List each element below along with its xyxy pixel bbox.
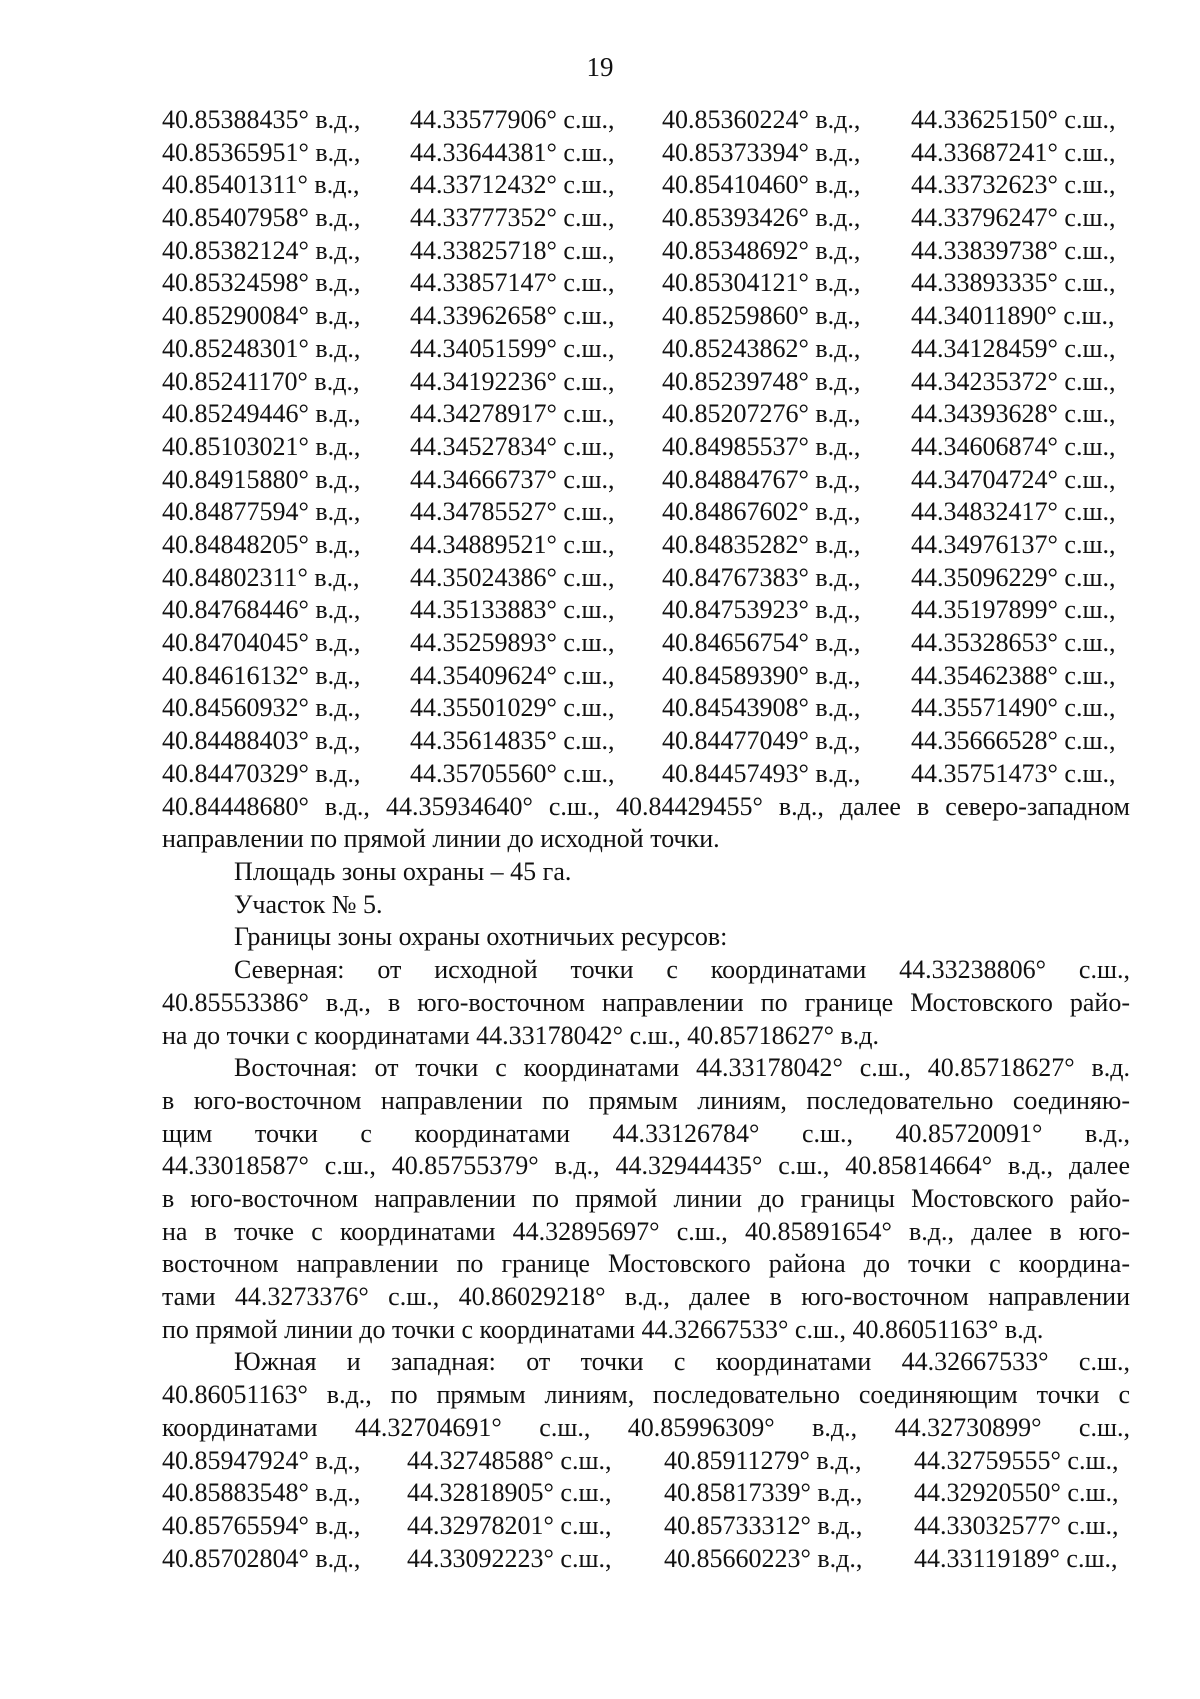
text-line: восточном направлении по границе Мостовского района до точки с координа- [162,1249,1130,1279]
coordinate-cell: 44.34606874° с.ш., [911,431,1116,461]
coordinate-row [162,235,1130,268]
coordinate-cell: 44.34192236° с.ш., [410,366,615,396]
coordinate-cell: 40.85401311° в.д., [162,170,360,200]
coordinate-row [162,104,1130,137]
coordinate-row [162,758,1130,791]
coordinate-cell: 44.33732623° с.ш., [911,170,1116,200]
coordinate-cell: 40.85407958° в.д., [162,203,361,233]
coordinate-cell: 44.34011890° с.ш., [911,301,1115,331]
coordinate-cell: 44.35096229° с.ш., [911,562,1116,592]
coordinate-cell: 44.33687241° с.ш., [911,137,1116,167]
coordinate-cell: 40.84835282° в.д., [662,529,861,559]
coordinate-cell: 40.85243862° в.д., [662,333,861,363]
coordinate-cell: 40.84488403° в.д., [162,726,361,756]
coordinate-cell: 44.33839738° с.ш., [911,235,1116,265]
coordinate-cell: 44.34889521° с.ш., [410,529,615,559]
coordinate-row [162,1445,1130,1478]
coordinate-cell: 44.33577906° с.ш., [410,105,615,134]
coordinate-cell: 44.33712432° с.ш., [410,170,615,200]
coordinate-cell: 44.35259893° с.ш., [410,628,615,657]
coordinate-cell: 40.84560932° в.д., [162,693,361,723]
coordinate-cell: 44.33092223° с.ш., [407,1543,612,1573]
coordinate-cell: 40.84867602° в.д., [662,497,861,527]
coordinate-cell: 40.85239748° в.д., [662,366,861,396]
coordinate-cell: 44.35571490° с.ш., [911,693,1116,723]
coordinate-cell: 40.85304121° в.д., [662,268,861,298]
coordinate-cell: 44.33962658° с.ш., [410,301,615,331]
coordinate-row [162,366,1130,399]
coordinate-cell: 40.84477049° в.д., [662,726,861,756]
coordinate-cell: 40.84985537° в.д., [662,431,861,461]
text-line: щим точки с координатами 44.33126784° с.ш., 40.85720091° в.д., [162,1118,1130,1148]
coordinate-grid-2 [162,1445,1130,1576]
coordinate-row [162,594,1130,627]
text-line: 44.33018587° с.ш., 40.85755379° в.д., 44.32944435° с.ш., 40.85814664° в.д., далее [162,1151,1130,1181]
coordinate-cell: 44.35024386° с.ш., [410,562,615,592]
coordinate-cell: 44.34785527° с.ш., [410,497,615,527]
text-line: на до точки с координатами 44.33178042° с.ш., 40.85718627° в.д. [162,1020,880,1050]
coordinate-cell: 40.85241170° в.д., [162,366,360,396]
coordinate-row [162,725,1130,758]
coordinate-cell: 44.33857147° с.ш., [410,268,615,298]
coordinate-cell: 40.84656754° в.д., [662,628,861,657]
coordinate-cell: 44.35666528° с.ш., [911,726,1116,756]
coordinate-cell: 44.34666737° с.ш., [410,464,615,494]
text-body [162,791,1130,1445]
coordinate-row [162,202,1130,235]
coordinate-row [162,464,1130,497]
coordinate-cell: 44.33119189° с.ш., [914,1543,1118,1573]
coordinate-cell: 44.32818905° с.ш., [407,1478,612,1508]
coordinate-cell: 44.33893335° с.ш., [911,268,1116,298]
coordinate-cell: 44.35501029° с.ш., [410,693,615,723]
coordinate-cell: 40.84543908° в.д., [662,693,861,723]
coordinate-cell: 44.34128459° с.ш., [911,333,1116,363]
coordinate-cell: 40.85290084° в.д., [162,301,361,331]
text-line: Границы зоны охраны охотничьих ресурсов: [234,922,728,952]
coordinate-cell: 44.35462388° с.ш., [911,660,1116,690]
coordinate-cell: 44.34278917° с.ш., [410,399,615,429]
coordinate-cell: 40.85103021° в.д., [162,431,361,461]
coordinate-cell: 40.85388435° в.д., [162,105,361,134]
coordinate-cell: 40.84753923° в.д., [662,595,861,625]
coordinate-cell: 40.85393426° в.д., [662,203,861,233]
coordinate-row [162,562,1130,595]
text-line: 40.86051163° в.д., по прямым линиям, последовательно соединяющим точки с [162,1380,1130,1410]
coordinate-cell: 44.35614835° с.ш., [410,726,615,756]
coordinate-cell: 44.35133883° с.ш., [410,595,615,625]
coordinate-cell: 40.84802311° в.д., [162,562,360,592]
coordinate-cell: 40.84589390° в.д., [662,660,861,690]
coordinate-cell: 44.35328653° с.ш., [911,628,1116,657]
coordinate-cell: 40.85324598° в.д., [162,268,361,298]
coordinate-cell: 44.34976137° с.ш., [911,529,1116,559]
coordinate-cell: 40.85733312° в.д., [664,1511,863,1541]
coordinate-row [162,1510,1130,1543]
coordinate-cell: 44.33644381° с.ш., [410,137,615,167]
coordinate-cell: 44.34235372° с.ш., [911,366,1116,396]
text-line: 40.84448680° в.д., 44.35934640° с.ш., 40.84429455° в.д., далее в северо-западном [162,791,1130,821]
coordinate-cell: 40.85660223° в.д., [664,1543,863,1573]
coordinate-cell: 40.85883548° в.д., [162,1478,361,1508]
page-number: 19 [586,52,614,82]
coordinate-row [162,333,1130,366]
coordinate-cell: 44.33796247° с.ш., [911,203,1116,233]
coordinate-row [162,300,1130,333]
coordinate-cell: 44.34527834° с.ш., [410,431,615,461]
coordinate-cell: 44.35197899° с.ш., [911,595,1116,625]
text-line: по прямой линии до точки с координатами 44.32667533° с.ш., 40.86051163° в.д. [162,1314,1044,1344]
coordinate-row [162,1543,1130,1576]
coordinate-cell: 44.33032577° с.ш., [914,1511,1119,1541]
coordinate-cell: 40.85348692° в.д., [662,235,861,265]
text-line: Северная: от исходной точки с координатами 44.33238806° с.ш., [234,955,1130,985]
coordinate-cell: 40.84877594° в.д., [162,497,361,527]
coordinate-cell: 40.85207276° в.д., [662,399,861,429]
text-line: в юго-восточном направлении по прямой линии до границы Мостовского райо- [162,1183,1130,1213]
coordinate-row [162,398,1130,431]
text-line: Участок № 5. [234,889,383,919]
text-line: Южная и западная: от точки с координатами 44.32667533° с.ш., [234,1347,1130,1377]
coordinate-cell: 40.84616132° в.д., [162,660,361,690]
coordinate-cell: 44.34393628° с.ш., [911,399,1116,429]
coordinate-cell: 44.33625150° с.ш., [911,105,1116,134]
coordinate-cell: 44.35705560° с.ш., [410,758,615,788]
coordinate-cell: 40.85248301° в.д., [162,333,361,363]
text-line: направлении по прямой линии до исходной точки. [162,824,720,854]
coordinate-grid [162,104,1130,790]
coordinate-cell: 40.85817339° в.д., [664,1478,863,1508]
coordinate-cell: 40.84768446° в.д., [162,595,361,625]
coordinate-cell: 40.85911279° в.д., [664,1445,862,1475]
coordinate-row [162,431,1130,464]
coordinate-cell: 44.34832417° с.ш., [911,497,1116,527]
coordinate-row [162,137,1130,170]
text-line: в юго-восточном направлении по прямым линиям, последовательно соединяю- [162,1085,1130,1115]
coordinate-cell: 44.35751473° с.ш., [911,758,1116,788]
coordinate-row [162,1477,1130,1510]
coordinate-cell: 40.85382124° в.д., [162,235,361,265]
coordinate-cell: 40.85360224° в.д., [662,105,861,134]
coordinate-cell: 44.32920550° с.ш., [914,1478,1119,1508]
coordinate-row [162,529,1130,562]
text-line: тами 44.3273376° с.ш., 40.86029218° в.д., далее в юго-восточном направлении [162,1282,1130,1311]
coordinate-cell: 40.85373394° в.д., [662,137,861,167]
coordinate-cell: 44.34051599° с.ш., [410,333,615,363]
coordinate-row [162,496,1130,529]
coordinate-cell: 40.84470329° в.д., [162,758,361,788]
coordinate-cell: 40.85410460° в.д., [662,170,861,200]
coordinate-cell: 40.85947924° в.д., [162,1445,361,1475]
coordinate-row [162,627,1130,660]
text-line: координатами 44.32704691° с.ш., 40.85996309° в.д., 44.32730899° с.ш., [162,1412,1130,1442]
coordinate-row [162,692,1130,725]
coordinate-cell: 40.84457493° в.д., [662,758,861,788]
coordinate-row [162,660,1130,693]
coordinate-cell: 40.85259860° в.д., [662,301,861,331]
coordinate-cell: 40.85765594° в.д., [162,1511,361,1541]
coordinate-row [162,169,1130,202]
coordinate-cell: 40.85702804° в.д., [162,1543,361,1573]
text-line: на в точке с координатами 44.32895697° с.ш., 40.85891654° в.д., далее в юго- [162,1216,1130,1246]
coordinate-cell: 40.85249446° в.д., [162,399,361,429]
coordinate-cell: 44.34704724° с.ш., [911,464,1116,494]
coordinate-cell: 40.84848205° в.д., [162,529,361,559]
text-line: Восточная: от точки с координатами 44.33178042° с.ш., 40.85718627° в.д. [234,1053,1130,1083]
coordinate-cell: 44.32978201° с.ш., [407,1511,612,1541]
coordinate-cell: 40.84704045° в.д., [162,628,361,657]
coordinate-cell: 44.33825718° с.ш., [410,235,615,265]
coordinate-cell: 44.33777352° с.ш., [410,203,615,233]
coordinate-cell: 44.32759555° с.ш., [914,1445,1119,1475]
coordinate-cell: 40.84767383° в.д., [662,562,861,592]
coordinate-cell: 44.32748588° с.ш., [407,1445,612,1475]
coordinate-row [162,267,1130,300]
coordinate-cell: 40.84884767° в.д., [662,464,861,494]
text-line: 40.85553386° в.д., в юго-восточном направлении по границе Мостовского райо- [162,987,1130,1017]
coordinate-cell: 40.84915880° в.д., [162,464,361,494]
coordinate-cell: 44.35409624° с.ш., [410,660,615,690]
text-line: Площадь зоны охраны – 45 га. [234,857,572,887]
coordinate-cell: 40.85365951° в.д., [162,137,361,167]
